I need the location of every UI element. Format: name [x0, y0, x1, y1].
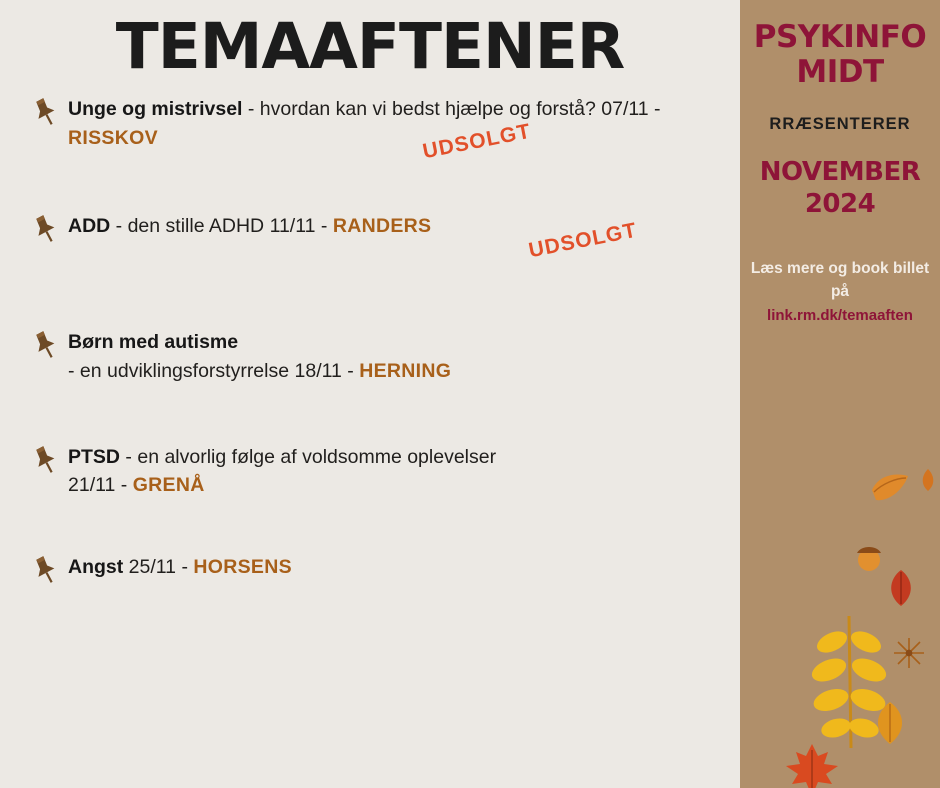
leaf-icon — [882, 568, 920, 613]
event-separator: - — [176, 556, 194, 579]
list-item[interactable] — [28, 442, 710, 501]
booking-info — [740, 257, 940, 328]
presents-label: RRÆSENTERER — [769, 115, 911, 134]
acorn-icon — [852, 540, 886, 577]
seed-pod-icon — [892, 636, 926, 675]
event-place: RANDERS — [332, 214, 432, 237]
event-place: HORSENS — [193, 556, 292, 579]
pushpin-icon — [28, 213, 68, 245]
booking-text: Læs mere og book billet på — [750, 259, 930, 301]
sidebar — [740, 0, 940, 788]
event-date: 07/11 — [601, 98, 649, 121]
event-title: Børn med autisme — [68, 330, 239, 353]
pushpin-icon — [28, 444, 68, 476]
event-place: HERNING — [359, 359, 452, 382]
event-list — [0, 94, 740, 606]
booking-link[interactable]: link.rm.dk/temaaften — [767, 307, 913, 325]
event-place: RISSKOV — [68, 127, 158, 149]
list-item[interactable] — [28, 94, 710, 164]
leaf-icon — [868, 470, 912, 511]
pushpin-icon — [28, 96, 68, 128]
maple-leaf-icon — [784, 742, 840, 788]
brand-line-2: MIDT — [796, 53, 884, 90]
event-description: - den stille ADHD — [110, 214, 270, 237]
page-title: TEMAAFTENER — [115, 10, 625, 83]
event-separator: - — [315, 214, 333, 237]
event-text — [68, 94, 710, 164]
event-title: ADD — [68, 214, 111, 237]
list-item[interactable] — [28, 327, 710, 386]
list-item[interactable] — [28, 552, 710, 606]
leaf-icon — [918, 468, 938, 497]
event-title: Unge og mistrivsel — [68, 98, 243, 121]
leaf-icon — [868, 700, 912, 751]
event-title: Angst — [68, 556, 124, 579]
pushpin-icon — [28, 329, 68, 361]
event-separator: - — [115, 474, 133, 497]
event-date: 18/11 — [294, 359, 342, 382]
event-separator: - — [341, 359, 360, 382]
event-title: PTSD — [68, 445, 121, 468]
event-text — [68, 211, 710, 263]
event-description: - hvordan kan vi bedst hjælpe og forstå? — [242, 98, 602, 121]
event-text — [68, 552, 710, 582]
brand-name — [740, 0, 940, 89]
event-text — [68, 442, 710, 501]
event-separator: - — [648, 98, 661, 121]
list-item[interactable] — [28, 211, 710, 265]
event-text — [68, 327, 710, 386]
event-description: - en alvorlig følge af voldsomme oplevelser — [120, 445, 497, 468]
event-date: 25/11 — [128, 556, 177, 579]
event-date: 21/11 — [68, 474, 116, 497]
event-description: - en udviklingsforstyrrelse — [68, 359, 295, 382]
event-place: GRENÅ — [132, 474, 205, 497]
month-label: NOVEMBER — [759, 157, 921, 188]
event-date: 11/11 — [269, 214, 316, 237]
status-badge: UDSOLGT — [420, 119, 533, 164]
brand-line-1: PSYKINFO — [753, 19, 927, 55]
status-badge: UDSOLGT — [526, 218, 639, 263]
pushpin-icon — [28, 554, 68, 586]
year-label: 2024 — [804, 188, 876, 219]
